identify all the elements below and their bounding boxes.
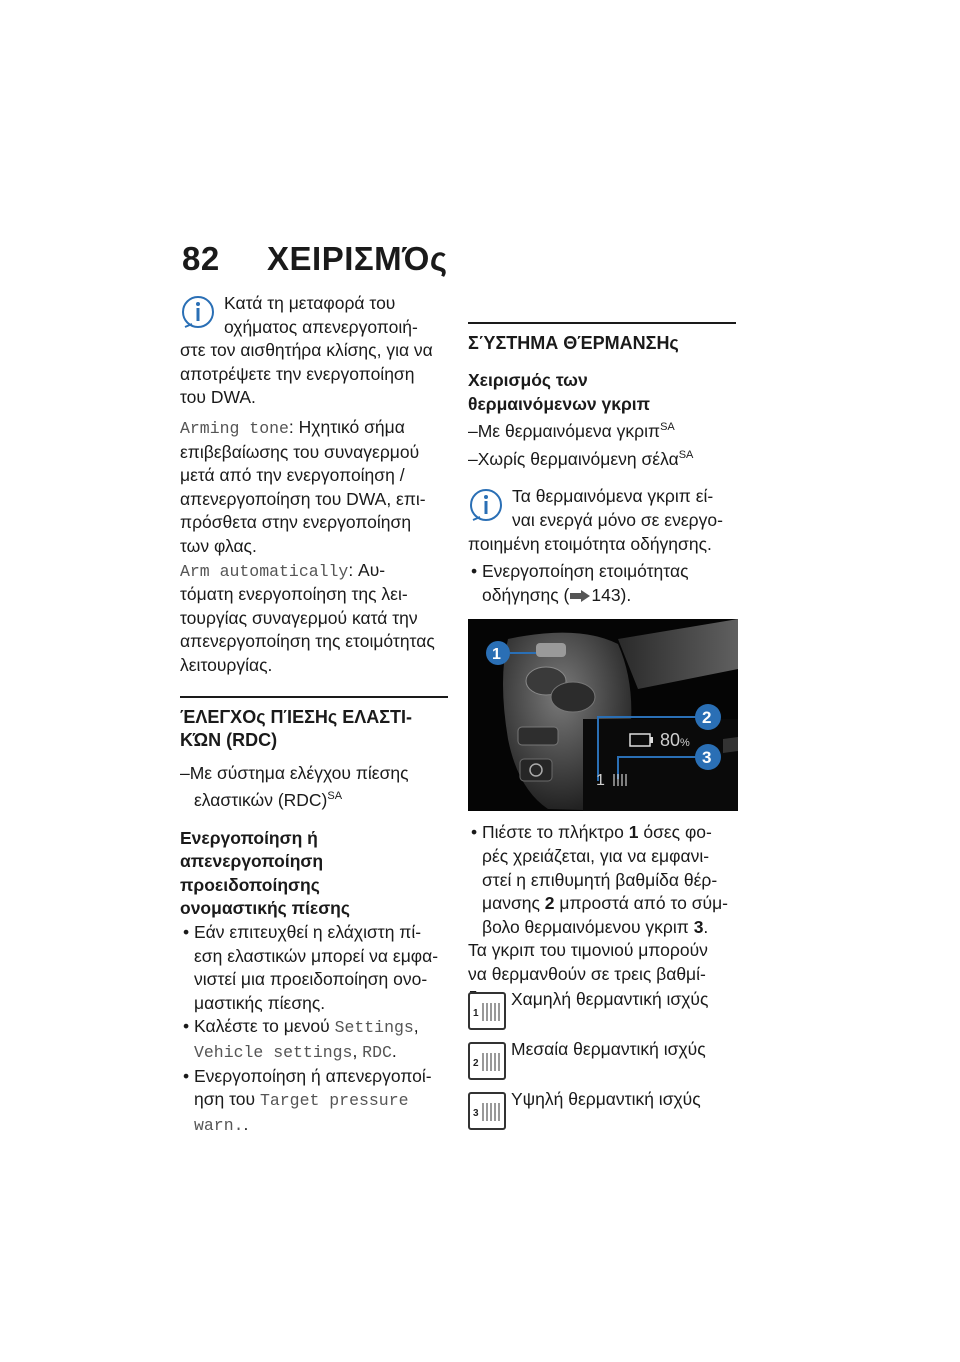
icon-level-num: 1 xyxy=(473,1008,479,1020)
text-line: : Αυ- xyxy=(348,559,386,580)
heat-level-readout: 1 xyxy=(596,772,605,790)
bullet-item xyxy=(180,1065,448,1138)
heat-level-row xyxy=(468,1038,736,1088)
info-line: Τα θερμαινόμενα γκριπ εί- xyxy=(512,486,714,507)
bullet-line: • Ενεργοποίηση ετοιμότητας xyxy=(468,560,736,584)
section-heading-heating xyxy=(468,322,736,355)
battery-unit: % xyxy=(680,737,690,750)
text-line: απενεργοποίηση του DWA, επι- xyxy=(180,488,426,509)
punct: . xyxy=(243,1113,249,1134)
bullet-text: ηση του xyxy=(194,1089,260,1110)
bullet-line: νιστεί μια προειδοποίηση ονο- xyxy=(194,969,428,990)
info-icon xyxy=(180,294,216,334)
info-line: οχήματος απενεργοποιή- xyxy=(224,316,418,337)
handlebar-photo xyxy=(468,619,738,811)
text-line: τόματη ενεργοποίηση της λει- xyxy=(180,584,408,605)
heated-grip-level-2-icon xyxy=(468,1042,506,1080)
menu-rdc: RDC xyxy=(362,1043,392,1063)
menu-warn: warn. xyxy=(194,1115,244,1135)
page-number: 82 xyxy=(182,240,220,277)
dash-item-cont: ελαστικών (RDC) xyxy=(194,790,328,811)
bullet-text: οδήγησης ( xyxy=(482,584,570,605)
page-reference: 143). xyxy=(591,584,632,605)
icon-level-num: 2 xyxy=(473,1058,479,1070)
heat-level-row xyxy=(468,1088,736,1138)
dash-item: –Με σύστημα ελέγχου πίεσης xyxy=(180,762,409,783)
dash-item xyxy=(468,416,736,444)
punct: . xyxy=(391,1041,397,1062)
dash-text: –Με θερμαινόμενα γκριπ xyxy=(468,421,661,442)
info-note-dwa xyxy=(180,292,448,410)
punct: , xyxy=(352,1041,363,1062)
dash-text: –Χωρίς θερμαινόμενη σέλα xyxy=(468,448,679,469)
menu-vehicle-settings: Vehicle settings xyxy=(194,1043,353,1063)
bullet-item xyxy=(468,821,736,939)
page-header xyxy=(182,240,448,278)
callout-1: 1 xyxy=(492,646,501,664)
sub-heading-line: προειδοποίησης xyxy=(180,874,320,895)
arming-tone-code: Arming tone xyxy=(180,418,289,438)
sa-badge: SA xyxy=(678,448,694,461)
bullet-line: στεί η επιθυμητή βαθμίδα θέρ- xyxy=(482,869,718,890)
arm-automatically-block xyxy=(180,559,448,678)
text-line: τουργίας συναγερμού κατά την xyxy=(180,607,418,628)
dash-item xyxy=(468,444,736,472)
heated-grip-level-3-icon xyxy=(468,1092,506,1130)
bullet-item xyxy=(468,560,736,607)
bullet-text: Πιέστε το πλήκτρο xyxy=(482,822,629,843)
heat-level-label: Μεσαία θερμαντική ισχύς xyxy=(511,1039,706,1060)
arming-tone-block xyxy=(180,416,448,559)
callout-2: 2 xyxy=(702,708,712,728)
info-line: ποιημένη ετοιμότητα οδήγησης. xyxy=(468,533,712,554)
sub-heading-line: ονομαστικής πίεσης xyxy=(180,898,350,919)
bullet-text: Καλέστε το μενού xyxy=(194,1016,335,1037)
bullet-text: μπροστά από το σύμ- xyxy=(554,893,728,914)
info-line: ναι ενεργά μόνο σε ενεργο- xyxy=(512,509,723,530)
bullet-line: • Εάν επιτευχθεί η ελάχιστη πί- xyxy=(180,921,448,945)
bullet-line: • Ενεργοποίηση ή απενεργοποί- xyxy=(180,1065,448,1089)
sub-heading-grips xyxy=(468,369,736,416)
sub-heading-line: Ενεργοποίηση ή xyxy=(180,827,318,848)
section-heading-rdc xyxy=(180,696,448,752)
page-title: ΧΕΙΡΙΣΜΌς xyxy=(267,240,448,277)
sub-heading-line: θερμαινόμενων γκριπ xyxy=(468,393,651,414)
info-line: Κατά τη μεταφορά του xyxy=(224,293,396,313)
battery-readout xyxy=(660,729,690,756)
text-line: απενεργοποίηση της ετοιμότητας xyxy=(180,631,435,652)
info-line: αποτρέψετε την ενεργοποίηση xyxy=(180,363,415,384)
heat-level-label: Υψηλή θερμαντική ισχύς xyxy=(511,1089,701,1110)
bullet-item xyxy=(180,1015,448,1064)
text-line: Τα γκριπ του τιμονιού μπορούν xyxy=(468,940,708,961)
punct: . xyxy=(703,916,709,937)
section-title-line: ΚΏΝ (RDC) xyxy=(180,729,278,750)
info-line: στε τον αισθητήρα κλίσης, για να xyxy=(180,340,433,361)
sub-heading-line: Χειρισμός των xyxy=(468,370,588,390)
sa-badge: SA xyxy=(327,790,343,803)
text-line: επιβεβαίωσης του συναγερμού xyxy=(180,441,420,462)
menu-target-pressure: Target pressure xyxy=(259,1091,409,1111)
info-line: του DWA. xyxy=(180,387,256,408)
heated-grip-level-1-icon xyxy=(468,992,506,1030)
heat-level-row xyxy=(468,988,736,1038)
menu-settings: Settings xyxy=(334,1018,414,1038)
info-note-grips xyxy=(468,485,736,556)
section-title-line: ΈΛΕΓΧΟς ΠΊΕΣΗς ΕΛΑΣΤΙ- xyxy=(180,706,413,727)
bullet-text: μανσης xyxy=(482,893,545,914)
text-line: μετά από την ενεργοποίηση / xyxy=(180,465,405,486)
callout-3: 3 xyxy=(702,748,712,768)
arm-automatically-code: Arm automatically xyxy=(180,561,349,581)
bullet-text: όσες φο- xyxy=(638,822,712,843)
info-icon xyxy=(468,487,504,527)
sa-badge: SA xyxy=(660,421,675,434)
punct: , xyxy=(413,1016,419,1037)
right-column xyxy=(468,292,736,1138)
sub-heading-line: απενεργοποίηση xyxy=(180,851,324,872)
battery-value: 80 xyxy=(660,730,681,751)
rdc-requirement xyxy=(180,762,448,813)
text-line: : Ηχητικό σήμα xyxy=(288,416,405,437)
bullet-line: μαστικής πίεσης. xyxy=(194,992,326,1013)
section-title-line: ΣΎΣΤΗΜΑ ΘΈΡΜΑΝΣΗς xyxy=(468,333,679,353)
ref-number: 3 xyxy=(693,916,704,937)
bullet-line: εση ελαστικών μπορεί να εμφα- xyxy=(194,945,439,966)
left-column xyxy=(180,292,448,1137)
text-line: των φλας. xyxy=(180,535,257,556)
text-line: πρόσθετα στην ενεργοποίηση xyxy=(180,512,412,533)
icon-level-num: 3 xyxy=(473,1108,479,1120)
bullet-text: βολο θερμαινόμενου γκριπ xyxy=(482,916,694,937)
text-line: να θερμανθούν σε τρεις βαθμί- xyxy=(468,963,706,984)
bullet-item xyxy=(180,921,448,1015)
bullet-line: ρές χρειάζεται, για να εμφανι- xyxy=(482,845,710,866)
text-line: λειτουργίας. xyxy=(180,654,273,675)
ref-number: 1 xyxy=(628,822,639,843)
page-reference-arrow-icon xyxy=(569,590,591,602)
sub-heading-warning xyxy=(180,827,448,921)
ref-number: 2 xyxy=(544,893,555,914)
heat-level-label: Χαμηλή θερμαντική ισχύς xyxy=(511,989,709,1010)
